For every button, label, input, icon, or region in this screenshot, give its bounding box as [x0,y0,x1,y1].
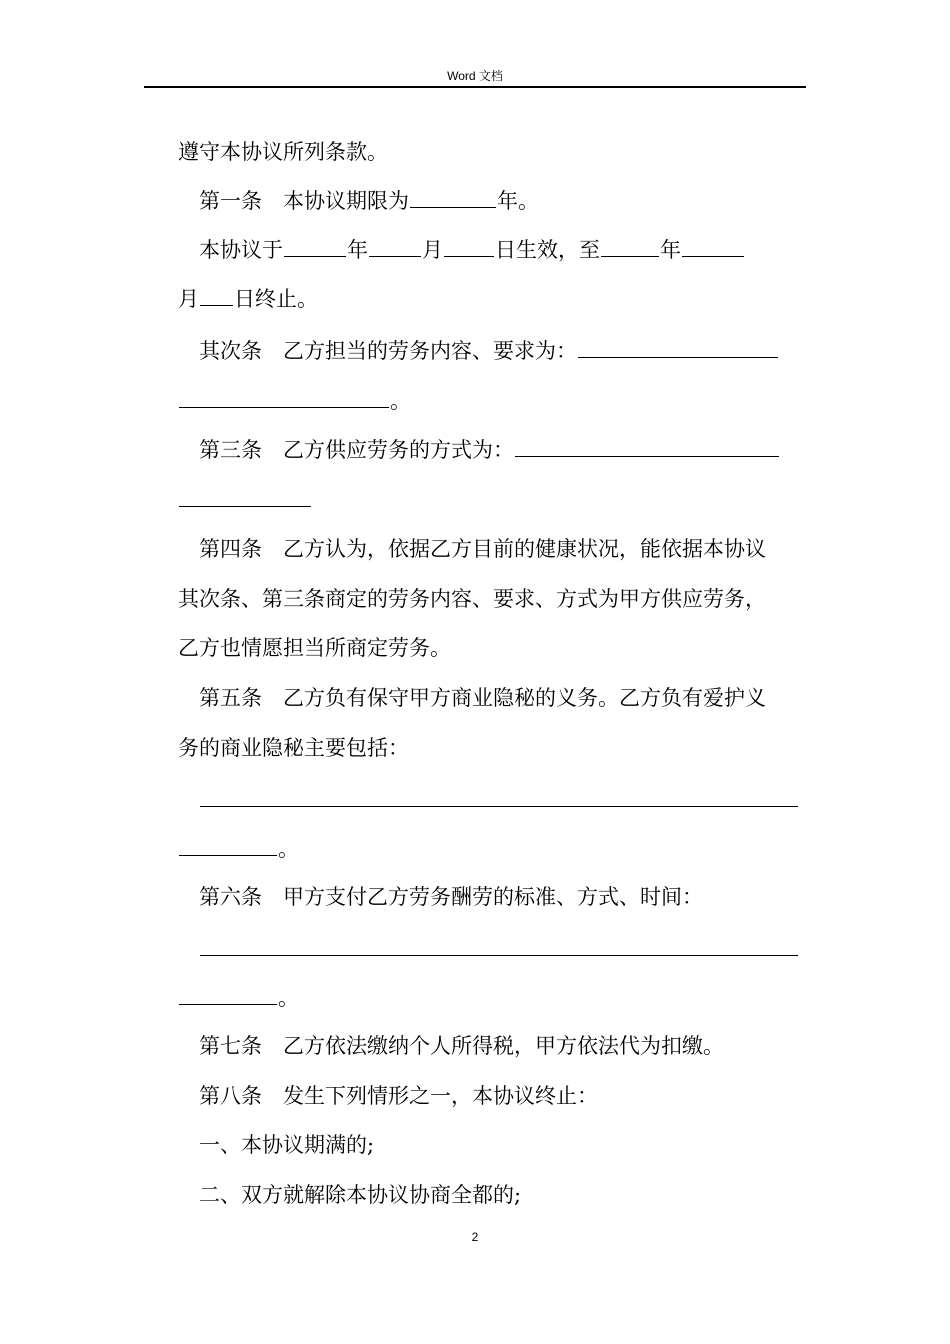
text: 日终止。 [234,287,318,311]
paragraph [178,933,821,964]
article-6 [178,882,821,912]
blank-line [578,335,778,358]
text: 乙方依法缴纳个人所得税，甲方依法代为扣缴。 [283,1034,724,1058]
blank-line [369,234,421,257]
article-4 [178,534,821,564]
termination-date-line [178,283,800,314]
text: 日生效，至 [495,238,600,262]
text: 月 [178,287,199,311]
text: 乙方也情愿担当所商定劳务。 [178,636,451,660]
article-number: 第七条 [199,1034,262,1058]
text: 乙方供应劳务的方式为： [283,438,514,462]
page-header: Word 文档 [447,69,503,83]
paragraph [178,137,800,167]
text: 遵守本协议所列条款。 [178,140,388,164]
text: 乙方认为，依据乙方目前的健康状况，能依据本协议 [283,537,766,561]
text: 月 [422,238,443,262]
paragraph [178,385,800,416]
header-rule [144,86,806,88]
text: 本协议期限为 [283,189,409,213]
text: 发生下列情形之一，本协议终止： [283,1084,598,1108]
text: 。 [278,986,299,1010]
article-1-term [178,185,821,216]
article-8 [178,1081,821,1111]
effective-date-line [178,234,821,265]
article-number: 第六条 [199,885,262,909]
text: 一、本协议期满的; [199,1133,375,1157]
blank-line [200,784,798,807]
article-number: 第五条 [199,686,262,710]
blank-line [179,833,277,856]
paragraph [178,484,800,515]
paragraph [178,833,800,864]
text: 本协议于 [199,238,283,262]
text: 乙方负有保守甲方商业隐秘的义务。乙方负有爱护义 [283,686,766,710]
article-2 [178,335,821,366]
text: 二、双方就解除本协议协商全都的; [199,1183,522,1207]
blank-line [444,234,494,257]
blank-line [179,484,311,507]
blank-line [410,185,496,208]
blank-line [179,385,389,408]
paragraph [178,584,800,614]
article-5 [178,683,821,713]
article-3 [178,434,821,465]
blank-line [179,982,277,1005]
text: 务的商业隐秘主要包括： [178,736,409,760]
article-number: 第八条 [199,1084,262,1108]
paragraph [178,633,800,663]
text: 年 [660,238,681,262]
blank-line [200,283,233,306]
text: 乙方担当的劳务内容、要求为： [283,339,577,363]
text: 甲方支付乙方劳务酬劳的标准、方式、时间： [283,885,703,909]
text: 年。 [497,189,539,213]
paragraph [178,733,800,763]
article-number: 第一条 [199,189,262,213]
list-item [178,1180,821,1210]
blank-line [284,234,346,257]
text: 其次条、第三条商定的劳务内容、要求、方式为甲方供应劳务， [178,587,766,611]
page-number: 2 [471,1230,479,1244]
paragraph [178,982,800,1013]
list-item [178,1130,821,1160]
text: 。 [278,837,299,861]
article-7 [178,1031,821,1061]
blank-line [601,234,659,257]
text: 年 [347,238,368,262]
text: 。 [390,389,411,413]
article-number: 其次条 [199,339,262,363]
article-number: 第四条 [199,537,262,561]
article-number: 第三条 [199,438,262,462]
blank-line [682,234,744,257]
blank-line [200,933,798,956]
paragraph [178,784,821,815]
blank-line [515,434,779,457]
